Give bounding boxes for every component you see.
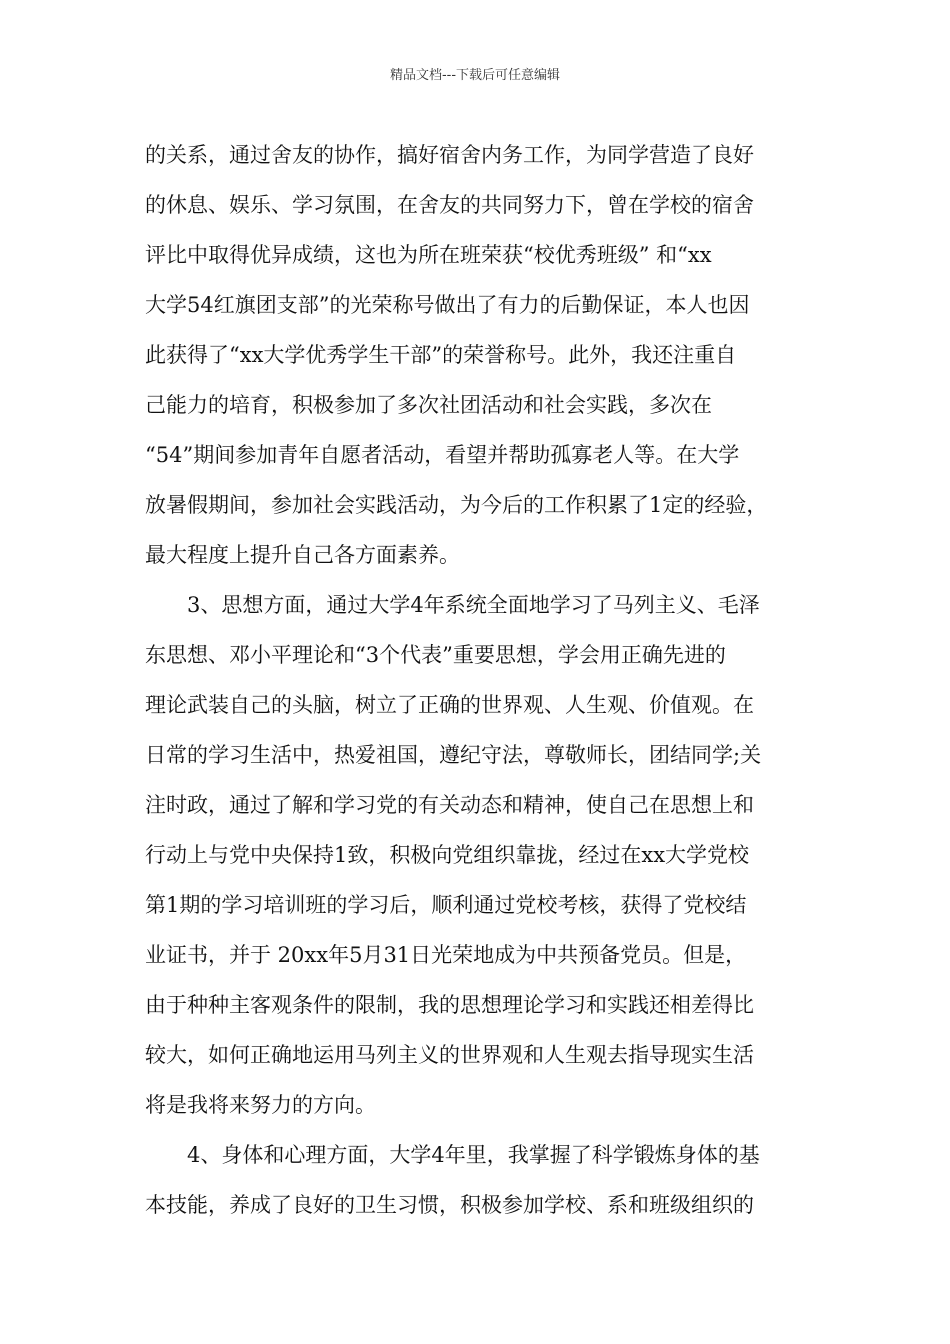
text-line: 的关系，通过舍友的协作，搞好宿舍内务工作，为同学营造了良好 bbox=[145, 143, 754, 167]
text-line: 放暑假期间，参加社会实践活动，为今后的工作积累了1定的经验， bbox=[145, 493, 768, 517]
text-line: 行动上与党中央保持1致，积极向党组织靠拢，经过在xx大学党校 bbox=[145, 843, 750, 867]
text-line: 此获得了“xx大学优秀学生干部”的荣誉称号。此外，我还注重自 bbox=[145, 343, 737, 367]
text-line: 由于种种主客观条件的限制，我的思想理论学习和实践还相差得比 bbox=[145, 993, 754, 1017]
text-line: 东思想、邓小平理论和“3个代表”重要思想，学会用正确先进的 bbox=[145, 643, 726, 667]
text-line: “54”期间参加青年自愿者活动，看望并帮助孤寡老人等。在大学 bbox=[145, 443, 740, 467]
text-line: 较大，如何正确地运用马列主义的世界观和人生观去指导现实生活 bbox=[145, 1043, 754, 1067]
text-line: 业证书，并于 20xx年5月31日光荣地成为中共预备党员。但是， bbox=[145, 943, 747, 967]
page-header: 精品文档---下载后可任意编辑 bbox=[389, 68, 561, 83]
text-line: 本技能，养成了良好的卫生习惯，积极参加学校、系和班级组织的 bbox=[145, 1193, 754, 1217]
text-line: 注时政，通过了解和学习党的有关动态和精神，使自己在思想上和 bbox=[145, 793, 754, 817]
text-line: 最大程度上提升自己各方面素养。 bbox=[145, 543, 460, 567]
text-line: 日常的学习生活中，热爱祖国，遵纪守法，尊敬师长，团结同学;关 bbox=[145, 743, 762, 767]
text-line: 理论武装自己的头脑，树立了正确的世界观、人生观、价值观。在 bbox=[145, 693, 754, 717]
text-line: 评比中取得优异成绩，这也为所在班荣获“校优秀班级” 和“xx bbox=[145, 243, 712, 267]
text-line: 3、思想方面，通过大学4年系统全面地学习了马列主义、毛泽 bbox=[187, 593, 760, 617]
text-line: 大学54红旗团支部”的光荣称号做出了有力的后勤保证，本人也因 bbox=[145, 293, 750, 317]
text-line: 己能力的培育，积极参加了多次社团活动和社会实践，多次在 bbox=[145, 393, 712, 417]
text-line: 第1期的学习培训班的学习后，顺利通过党校考核，获得了党校结 bbox=[145, 893, 747, 917]
document-body bbox=[145, 130, 835, 1230]
text-line: 的休息、娱乐、学习氛围，在舍友的共同努力下，曾在学校的宿舍 bbox=[145, 193, 754, 217]
text-line: 将是我将来努力的方向。 bbox=[145, 1093, 376, 1117]
text-line: 4、身体和心理方面，大学4年里，我掌握了科学锻炼身体的基 bbox=[187, 1143, 760, 1167]
